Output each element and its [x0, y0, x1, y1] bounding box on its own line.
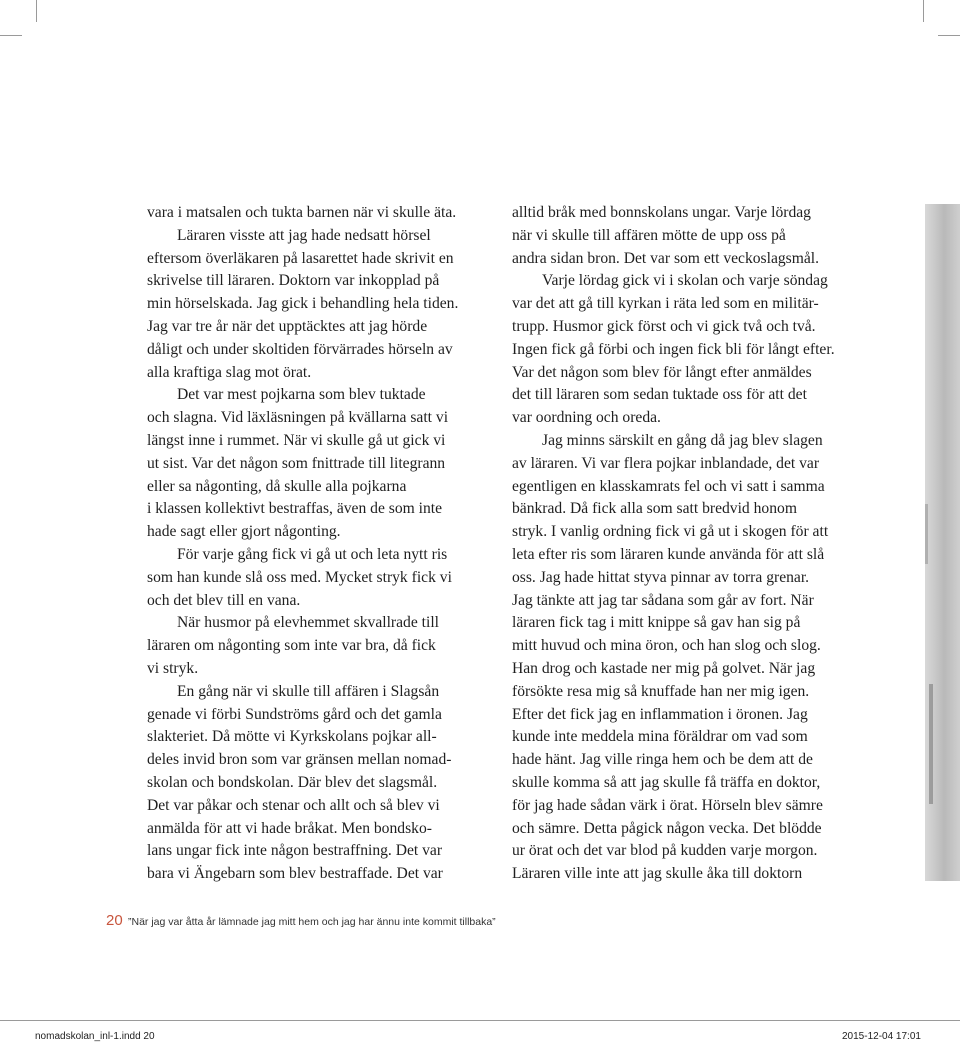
- text-line: kunde inte meddela mina föräldrar om vad som: [512, 728, 808, 746]
- text-line: leta efter ris som läraren kunde använda för att slå: [512, 545, 825, 563]
- text-line: för jag hade sådan värk i örat. Hörseln blev sämre: [512, 796, 823, 814]
- text-line: i klassen kollektivt bestraffas, även de som inte: [147, 500, 443, 518]
- running-head: ”När jag var åtta år lämnade jag mitt hem och jag har ännu inte kommit tillbaka”: [128, 916, 496, 928]
- text-line: var det att gå till kyrkan i räta led som en militär-: [512, 295, 819, 313]
- text-line: bänkrad. Då fick alla som satt bredvid honom: [512, 500, 797, 518]
- text-line: Läraren ville inte att jag skulle åka till doktorn: [512, 865, 803, 883]
- text-line: Det var påkar och stenar och allt och så blev vi: [147, 796, 440, 814]
- text-line: Jag var tre år när det upptäcktes att jag hörde: [147, 317, 428, 335]
- text-line: det till läraren som sedan tuktade oss för att det: [512, 386, 807, 404]
- text-line: bara vi Ängebarn som blev bestraffade. Det var: [147, 865, 443, 883]
- text-line: eller sa någonting, då skulle alla pojkarna: [147, 477, 407, 495]
- text-line: Jag minns särskilt en gång då jag blev slagen: [542, 431, 823, 449]
- text-line: vi stryk.: [147, 659, 199, 677]
- slug-timestamp: 2015-12-04 17:01: [842, 1031, 921, 1042]
- text-line: skulle komma så att jag skulle få träffa en doktor,: [512, 773, 821, 791]
- text-line: andra sidan bron. Det var som ett veckoslagsmål.: [512, 249, 820, 267]
- text-line: som han kunde slå oss med. Mycket stryk fick vi: [147, 568, 452, 586]
- text-line: var oordning och oreda.: [512, 409, 661, 427]
- text-line: och slagna. Vid läxläsningen på kvällarna satt vi: [147, 409, 449, 427]
- slug-divider: [0, 1020, 960, 1021]
- text-line: stryk. I vanlig ordning fick vi gå ut i skogen för att: [512, 523, 829, 541]
- text-line: Var det någon som blev för långt efter anmäldes: [512, 363, 812, 381]
- text-line: ut sist. Var det någon som fnittrade till litegrann: [147, 454, 446, 472]
- text-line: skrivelse till läraren. Doktorn var inkopplad på: [147, 272, 440, 290]
- text-line: längst inne i rummet. När vi skulle gå ut gick vi: [147, 431, 446, 449]
- text-line: Det var mest pojkarna som blev tuktade: [177, 386, 426, 404]
- text-column-right: [512, 202, 850, 886]
- text-line: Ingen fick gå förbi och ingen fick bli för långt efter.: [512, 340, 835, 358]
- text-line: trupp. Husmor gick först och vi gick två och två.: [512, 317, 816, 335]
- text-line: skolan och bondskolan. Där blev det slagsmål.: [147, 773, 438, 791]
- text-line: läraren fick tag i mitt knippe så gav han sig på: [512, 614, 801, 632]
- text-line: Läraren visste att jag hade nedsatt hörsel: [177, 226, 431, 244]
- text-line: anmälda för att vi hade bråkat. Men bondsko-: [147, 819, 432, 837]
- text-column-left: [147, 202, 485, 886]
- text-line: Han drog och kastade ner mig på golvet. När jag: [512, 659, 816, 677]
- text-line: dåligt och under skoltiden förvärrades hörseln av: [147, 340, 453, 358]
- photo-fragment: [925, 204, 960, 881]
- crop-mark-top-left-horizontal: [0, 35, 22, 36]
- crop-mark-top-right-horizontal: [938, 35, 960, 36]
- text-line: alltid bråk med bonnskolans ungar. Varje lördag: [512, 204, 811, 221]
- text-line: hade sagt eller gjort någonting.: [147, 523, 341, 541]
- text-line: För varje gång fick vi gå ut och leta nytt ris: [177, 545, 448, 563]
- text-line: oss. Jag hade hittat styva pinnar av torra grenar.: [512, 568, 810, 586]
- text-line: min hörselskada. Jag gick i behandling hela tiden.: [147, 295, 459, 313]
- crop-mark-top-left-vertical: [36, 0, 37, 22]
- text-line: Efter det fick jag en inflammation i öronen. Jag: [512, 705, 808, 723]
- text-line: lans ungar fick inte någon bestraffning. Det var: [147, 842, 443, 860]
- text-line: och det blev till en vana.: [147, 591, 301, 609]
- text-line: hade hänt. Jag ville ringa hem och be dem att de: [512, 751, 813, 769]
- text-line: vara i matsalen och tukta barnen när vi skulle äta.: [147, 204, 457, 221]
- text-line: genade vi förbi Sundströms gård och det gamla: [147, 705, 442, 723]
- text-line: egentligen en klasskamrats fel och vi satt i samma: [512, 477, 825, 495]
- text-line: försökte resa mig så knuffade han ner mig igen.: [512, 682, 810, 700]
- text-line: eftersom överläkaren på lasarettet hade skrivit en: [147, 249, 454, 267]
- text-line: när vi skulle till affären mötte de upp oss på: [512, 226, 786, 244]
- slug-filename: nomadskolan_inl-1.indd 20: [35, 1031, 155, 1042]
- text-line: och sämre. Detta pågick någon vecka. Det blödde: [512, 819, 822, 837]
- text-line: deles invid bron som var gränsen mellan nomad-: [147, 751, 452, 769]
- text-line: En gång när vi skulle till affären i Slagsån: [177, 682, 440, 700]
- text-line: ur örat och det var blod på kudden varje morgon.: [512, 842, 818, 860]
- text-line: av läraren. Vi var flera pojkar inblandade, det var: [512, 454, 820, 472]
- text-line: Jag tänkte att jag tar sådana som går av fort. När: [512, 591, 814, 609]
- page-number: 20: [106, 912, 123, 929]
- crop-mark-top-right-vertical: [923, 0, 924, 22]
- text-line: läraren om någonting som inte var bra, då fick: [147, 637, 436, 655]
- text-line: alla kraftiga slag mot örat.: [147, 363, 312, 381]
- text-line: Varje lördag gick vi i skolan och varje söndag: [542, 272, 828, 290]
- text-line: När husmor på elevhemmet skvallrade till: [177, 614, 439, 632]
- text-line: mitt huvud och mina öron, och han slog och slog.: [512, 637, 821, 655]
- text-line: slakteriet. Då mötte vi Kyrkskolans pojkar all-: [147, 728, 437, 746]
